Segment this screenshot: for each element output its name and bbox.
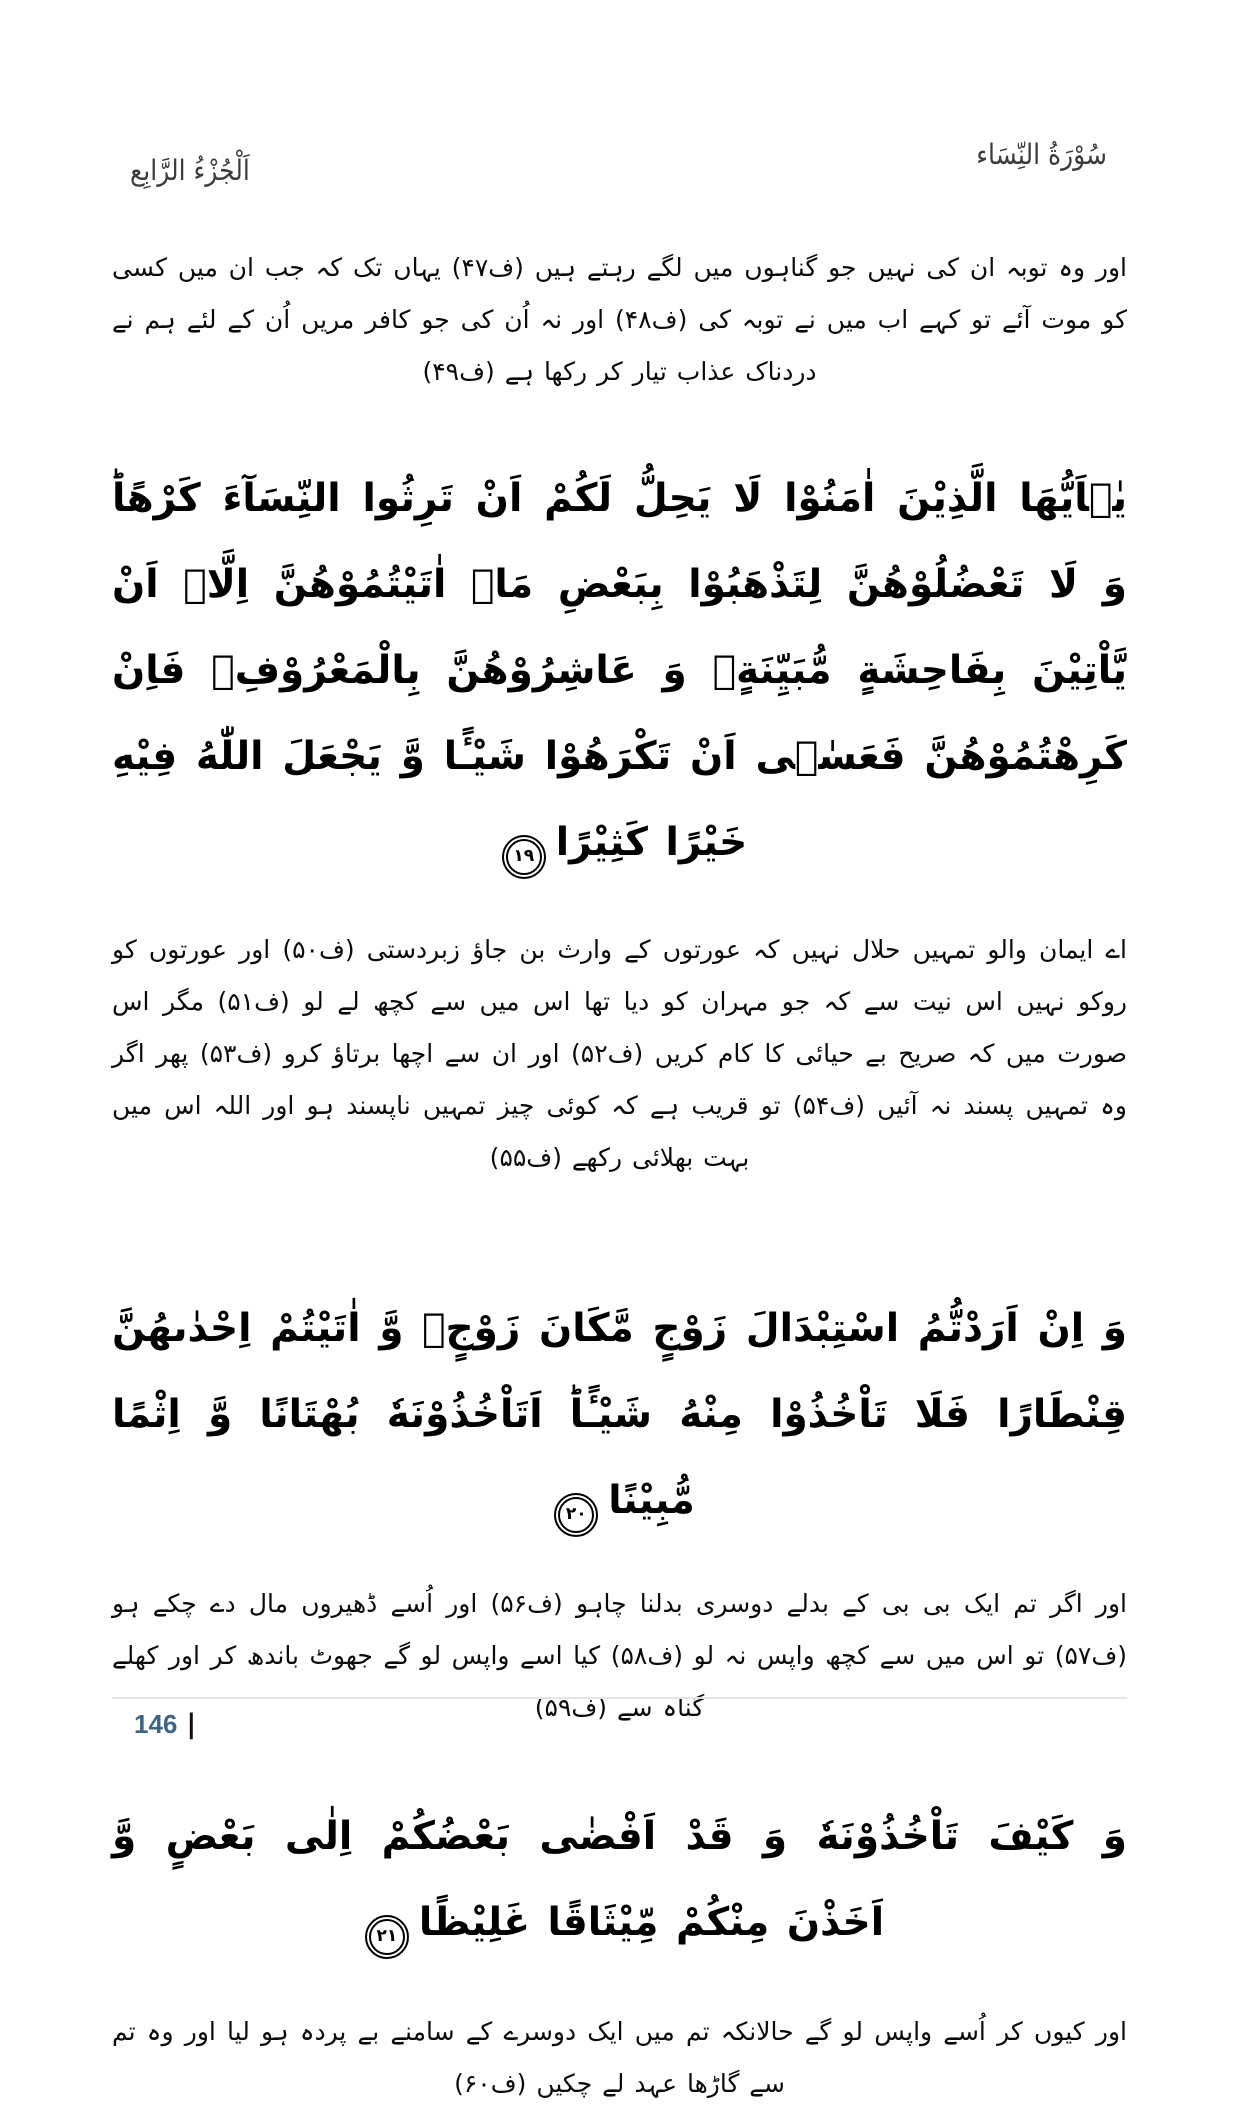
surah-title-calligraphy: سُوْرَةُ النِّسَاء <box>976 138 1107 171</box>
page-footer <box>112 1697 1127 1740</box>
verse-21-number-medallion: ۲۱ <box>365 1915 409 1959</box>
page-number: 146 <box>134 1709 178 1739</box>
juz-title-calligraphy: اَلْجُزْءُ الرَّابِع <box>130 154 250 187</box>
footer-line <box>112 1709 1127 1740</box>
urdu-translation-para-1: اور وہ توبہ ان کی نہیں جو گناہوں میں لگے رہتے ہیں (ف۴۷) یہاں تک کہ جب ان میں کسی کو موت آئے تو کہے اب میں نے توبہ کی (ف۴۸) اور نہ اُن کی جو کافر مریں اُن کے لئے ہم نے دردناک عذاب تیار کر رکھا ہے (ف۴۹) <box>112 253 1127 386</box>
urdu-translation-para-3: اور اگر تم ایک بی بی کے بدلے دوسری بدلنا چاہو (ف۵۶) اور اُسے ڈھیروں مال دے چکے ہو (ف۵۷) تو اس میں سے کچھ واپس نہ لو (ف۵۸) کیا اسے واپس لو گے جھوٹ باندھ کر اور کھلے گناہ سے (ف۵۹) <box>112 1589 1128 1722</box>
arabic-verse-19-text: يٰۤاَيُّهَا الَّذِيْنَ اٰمَنُوْا لَا يَحِلُّ لَكُمْ اَنْ تَرِثُوا النِّسَآءَ كَرْهًاؕ وَ لَا تَعْضُلُوْهُنَّ لِتَذْهَبُوْا بِبَعْضِ مَاۤ اٰتَيْتُمُوْهُنَّ اِلَّاۤ اَنْ يَّاْتِيْنَ بِفَاحِشَةٍ مُّبَيِّنَةٍۚ وَ عَاشِرُوْهُنَّ بِالْمَعْرُوْفِۚ فَاِنْ كَرِهْتُمُوْهُنَّ فَعَسٰۤى اَنْ تَكْرَهُوْا شَيْـًٔا وَّ يَجْعَلَ اللّٰهُ فِيْهِ خَيْرًا كَثِيْرًا <box>112 476 1127 865</box>
verse-20-number-medallion: ۲۰ <box>554 1493 598 1537</box>
arabic-verse-19 <box>112 456 1127 886</box>
urdu-translation-para-4: اور کیوں کر اُسے واپس لو گے حالانکہ تم میں ایک دوسرے کے سامنے بے پردہ ہو لیا اور وہ تم سے گاڑھا عہد لے چکیں (ف۶۰) <box>112 2017 1127 2098</box>
page-header <box>112 138 1127 216</box>
arabic-verse-21-text: وَ كَيْفَ تَاْخُذُوْنَهٗ وَ قَدْ اَفْضٰى بَعْضُكُمْ اِلٰى بَعْضٍ وَّ اَخَذْنَ مِنْكُمْ مِّيْثَاقًا غَلِيْظًا <box>112 1814 1127 1945</box>
urdu-translation-para-2: اے ایمان والو تمہیں حلال نہیں کہ عورتوں کے وارث بن جاؤ زبردستی (ف۵۰) اور عورتوں کو روکو نہیں اس نیت سے کہ جو مہران کو دیا تھا اس میں سے کچھ لے لو (ف۵۱) مگر اس صورت میں کہ صریح بے حیائی کا کام کریں (ف۵۲) اور ان سے اچھا برتاؤ کرو (ف۵۳) پھر اگر وہ تمہیں پسند نہ آئیں (ف۵۴) تو قریب ہے کہ کوئی چیز تمہیں ناپسند ہو اور اللہ اس میں بہت بھلائی رکھے (ف۵۵) <box>112 935 1127 1172</box>
arabic-verse-21 <box>112 1794 1127 1966</box>
arabic-verse-20-text: وَ اِنْ اَرَدْتُّمُ اسْتِبْدَالَ زَوْجٍ مَّكَانَ زَوْجٍۙ وَّ اٰتَيْتُمْ اِحْدٰىهُنَّ قِنْطَارًا فَلَا تَاْخُذُوْا مِنْهُ شَيْـًٔاؕ اَتَاْخُذُوْنَهٗ بُهْتَانًا وَّ اِثْمًا مُّبِيْنًا <box>112 1306 1127 1523</box>
page-number-separator: | <box>186 1709 197 1740</box>
quran-page <box>0 138 1239 2098</box>
verse-19-number-medallion: ۱۹ <box>502 835 546 879</box>
arabic-verse-20 <box>112 1286 1127 1544</box>
footer-divider <box>112 1697 1127 1699</box>
